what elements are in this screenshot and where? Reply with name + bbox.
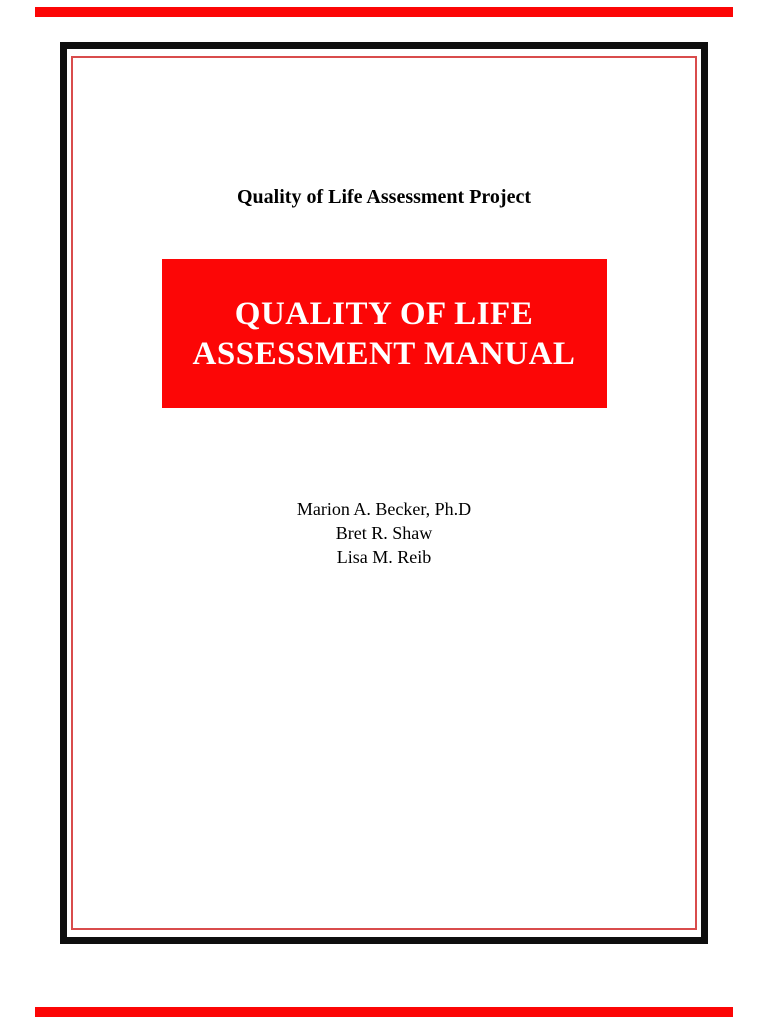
title-line-2: ASSESSMENT MANUAL bbox=[192, 335, 576, 372]
author-line: Lisa M. Reib bbox=[336, 547, 432, 567]
project-label: Quality of Life Assessment Project bbox=[236, 186, 532, 208]
viewer-red-divider-bottom bbox=[35, 1007, 733, 1017]
document-page bbox=[60, 42, 708, 944]
author-list bbox=[67, 497, 701, 569]
title-box bbox=[162, 259, 607, 408]
author-line: Bret R. Shaw bbox=[335, 523, 433, 543]
viewer-red-divider-top bbox=[35, 7, 733, 17]
author-line: Marion A. Becker, Ph.D bbox=[296, 499, 472, 519]
title-line-1: QUALITY OF LIFE bbox=[234, 295, 534, 332]
